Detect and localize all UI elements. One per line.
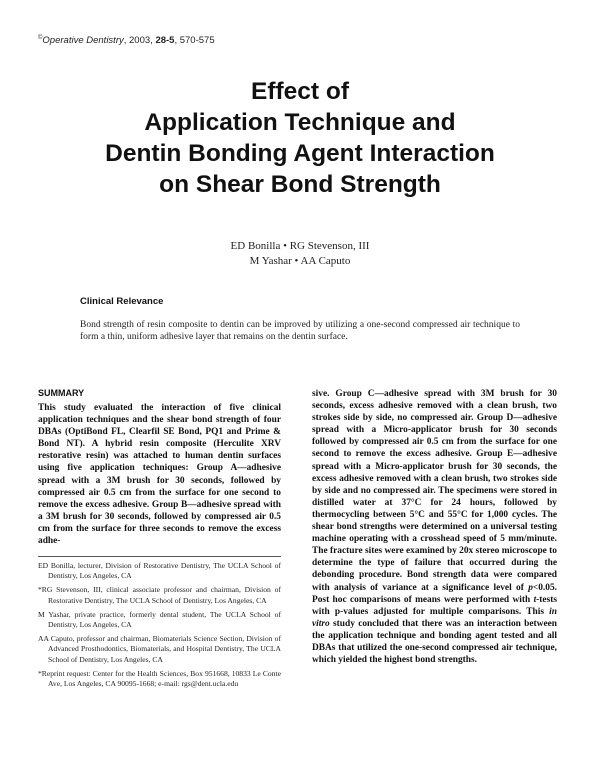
summary-text-right bbox=[312, 388, 557, 666]
journal-name: Operative Dentistry bbox=[42, 35, 124, 47]
footnote-caputo: AA Caputo, professor and chairman, Biomaterials Science Section, Division of Advanced Prosthodontics, Biomaterials, and Hospital Dentistry, The UCLA School of Dentistry, Los Angeles, CA bbox=[38, 634, 281, 664]
summary-right-part-4: study concluded that there was an interaction between the application technique and bonding agent tested and all DBAs that utilized the one-second compressed air technique, which yielded the highest bond strengths. bbox=[312, 618, 557, 666]
author-footnotes bbox=[38, 556, 281, 693]
summary-right-part-3: -tests with p-values adjusted for multiple comparisons. This bbox=[312, 594, 557, 617]
p-value-letter: p bbox=[528, 582, 533, 593]
title-line: Effect of bbox=[251, 78, 349, 105]
footnote-bonilla: ED Bonilla, lecturer, Division of Restorative Dentistry, The UCLA School of Dentistry, Los Angeles, CA bbox=[38, 561, 281, 581]
citation-pages: , 570-575 bbox=[174, 35, 215, 47]
citation-issue: 28-5 bbox=[155, 35, 175, 47]
left-column bbox=[38, 388, 281, 547]
authors-line-1: ED Bonilla • RG Stevenson, III bbox=[230, 240, 370, 252]
title-line: Dentin Bonding Agent Interaction bbox=[105, 140, 495, 167]
footnote-yashar: M Yashar, private practice, formerly dental student, The UCLA School of Dentistry, Los Angeles, CA bbox=[38, 609, 281, 630]
in-vitro-term: in vitro bbox=[312, 606, 557, 629]
summary-right-part-1: sive. Group C—adhesive spread with 3M brush for 30 seconds, excess adhesive removed with a clean brush, two strokes side by side, no compressed air. Group D—adhesive spread with a Micro-applicator brush for 30 seconds followed by compressed air 0.5 cm from the surface for one second to remove the excess adhesive. Group E—adhesive spread with a Micro-applicator brush for 30 seconds, the excess adhesive removed with a clean brush, two strokes side by side and no compressed air. The specimens were stored in distilled water at 37°C for 24 hours, followed by thermocycling between 5°C and 55°C for 1,000 cycles. The shear bond strengths were determined on a universal testing machine operating with a crosshead speed of 5 mm/minute. The fracture sites were examined by 20x stereo microscope to determine the type of failure that occurred during the debonding procedure. Bond strength data were compared with analysis of variance at a significance level of bbox=[312, 389, 557, 593]
right-column bbox=[312, 388, 557, 666]
title-line: on Shear Bond Strength bbox=[159, 171, 441, 198]
t-test-letter: t bbox=[533, 594, 537, 605]
footnote-stevenson: *RG Stevenson, III, clinical associate professor and chairman, Division of Restorative Dentistry, The UCLA School of Dentistry, Los Angeles, CA bbox=[38, 585, 281, 605]
title-line: Application Technique and bbox=[144, 109, 456, 136]
journal-citation bbox=[38, 35, 215, 46]
clinical-relevance-heading: Clinical Relevance bbox=[80, 296, 164, 307]
citation-year: , 2003, bbox=[123, 35, 156, 47]
authors-line-2: M Yashar • AA Caputo bbox=[249, 254, 351, 267]
copyright-symbol: © bbox=[38, 35, 43, 41]
author-list bbox=[40, 239, 560, 268]
footnote-reprint-request: *Reprint request: Center for the Health Sciences, Box 951668, 10833 Le Conte Ave, Los Angeles, CA 90095-1668; e-mail: rgs@dent.ucla.edu bbox=[38, 668, 281, 689]
clinical-relevance-text: Bond strength of resin composite to dentin can be improved by utilizing a one-second compressed air technique to form a thin, uniform adhesive layer that remains on the dentin surface. bbox=[80, 320, 520, 343]
summary-right-part-2: <0.05. Post hoc comparisons of means were performed with bbox=[312, 582, 557, 605]
summary-text-left: This study evaluated the interaction of five clinical application techniques and the shear bond strength of four DBAs (OptiBond FL, Clearfil SE Bond, PQ1 and Prime & Bond NT). A hybrid resin composite (Herculite XRV restorative resin) was attached to human dentin surfaces using five application techniques: Group A—adhesive spread with a 3M brush for 30 seconds, followed by compressed air 0.5 cm from the surface for one second to remove the excess adhesive. Group B—adhesive spread with a 3M brush for 30 seconds, followed by compressed air 0.5 cm from the surface for three seconds to remove the excess adhe- bbox=[38, 403, 281, 547]
summary-heading: SUMMARY bbox=[38, 388, 85, 398]
article-title bbox=[40, 76, 560, 200]
